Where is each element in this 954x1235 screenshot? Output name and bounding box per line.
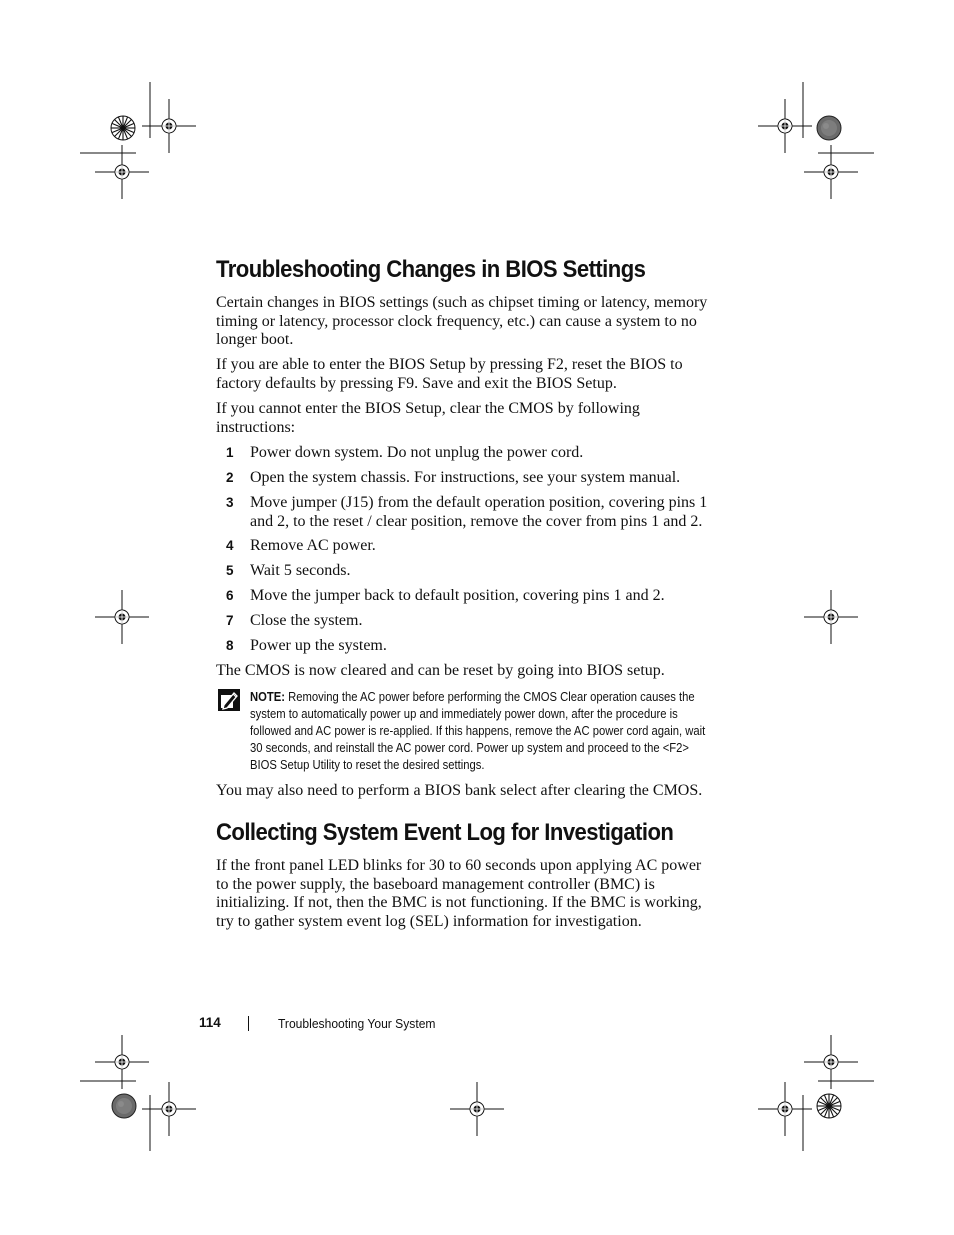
paragraph: If you are able to enter the BIOS Setup by pressing F2, reset the BIOS to factory defaults by pressing F9. Save and exit the BIOS Setup.: [216, 356, 683, 392]
step-number: 4: [226, 538, 234, 553]
pencil-note-icon: [218, 689, 240, 711]
color-bar-icon: [111, 116, 135, 140]
color-bar-icon: [817, 116, 841, 140]
note-text: Removing the AC power before performing the CMOS Clear operation causes the system to automatically power up and immediately power down, after the procedure is followed and AC power is re-applied. If this happens, remove the AC power cord again, wait 30 seconds, and reinstall the AC power cord. Power up system and proceed to the <F2> BIOS Setup Utility to reset the desired settings.: [250, 690, 706, 772]
crosshair-icon: [450, 1082, 504, 1136]
paragraph: The CMOS is now cleared and can be reset by going into BIOS setup.: [216, 662, 665, 679]
step-text: Move the jumper back to default position, covering pins 1 and 2.: [250, 587, 665, 604]
crosshair-icon: [758, 1082, 812, 1136]
crosshair-icon: [95, 590, 149, 644]
step-number: 2: [226, 470, 234, 485]
note-box: [250, 689, 716, 774]
step-text: Power up the system.: [250, 637, 387, 654]
step-text: Open the system chassis. For instructions, see your system manual.: [250, 469, 681, 486]
crosshair-icon: [758, 99, 812, 153]
step-number: 8: [226, 638, 234, 653]
running-footer-title: Troubleshooting Your System: [278, 1016, 436, 1031]
step-number: 1: [226, 445, 234, 460]
step-text: Close the system.: [250, 612, 363, 629]
paragraph: If the front panel LED blinks for 30 to 60 seconds upon applying AC power to the power supply, the baseboard management controller (BMC) is initializing. If not, then the BMC is not functioning. If the BMC is working, try to gather system event log (SEL) information for investigation.: [216, 857, 702, 930]
step-text: Move jumper (J15) from the default operation position, covering pins 1 and 2, to the reset / clear position, remove the cover from pins 1 and 2.: [250, 494, 708, 530]
step-text: Wait 5 seconds.: [250, 562, 351, 579]
step-text: Remove AC power.: [250, 537, 376, 554]
page-number: 114: [199, 1015, 221, 1030]
step-number: 7: [226, 613, 234, 628]
section-heading: Collecting System Event Log for Investigation: [216, 819, 674, 846]
color-bar-icon: [817, 1094, 841, 1118]
step-number: 6: [226, 588, 234, 603]
paragraph: You may also need to perform a BIOS bank select after clearing the CMOS.: [216, 782, 703, 799]
section-heading: Troubleshooting Changes in BIOS Settings: [216, 256, 646, 283]
paragraph: Certain changes in BIOS settings (such as chipset timing or latency, memory timing or latency, processor clock frequency, etc.) can cause a system to no longer boot.: [216, 294, 708, 348]
note-label: NOTE:: [250, 690, 286, 704]
step-number: 3: [226, 495, 234, 510]
crosshair-icon: [804, 590, 858, 644]
footer-divider: [248, 1016, 249, 1031]
step-text: Power down system. Do not unplug the power cord.: [250, 444, 584, 461]
color-bar-icon: [112, 1094, 136, 1118]
paragraph: If you cannot enter the BIOS Setup, clear the CMOS by following instructions:: [216, 400, 640, 436]
step-number: 5: [226, 563, 234, 578]
